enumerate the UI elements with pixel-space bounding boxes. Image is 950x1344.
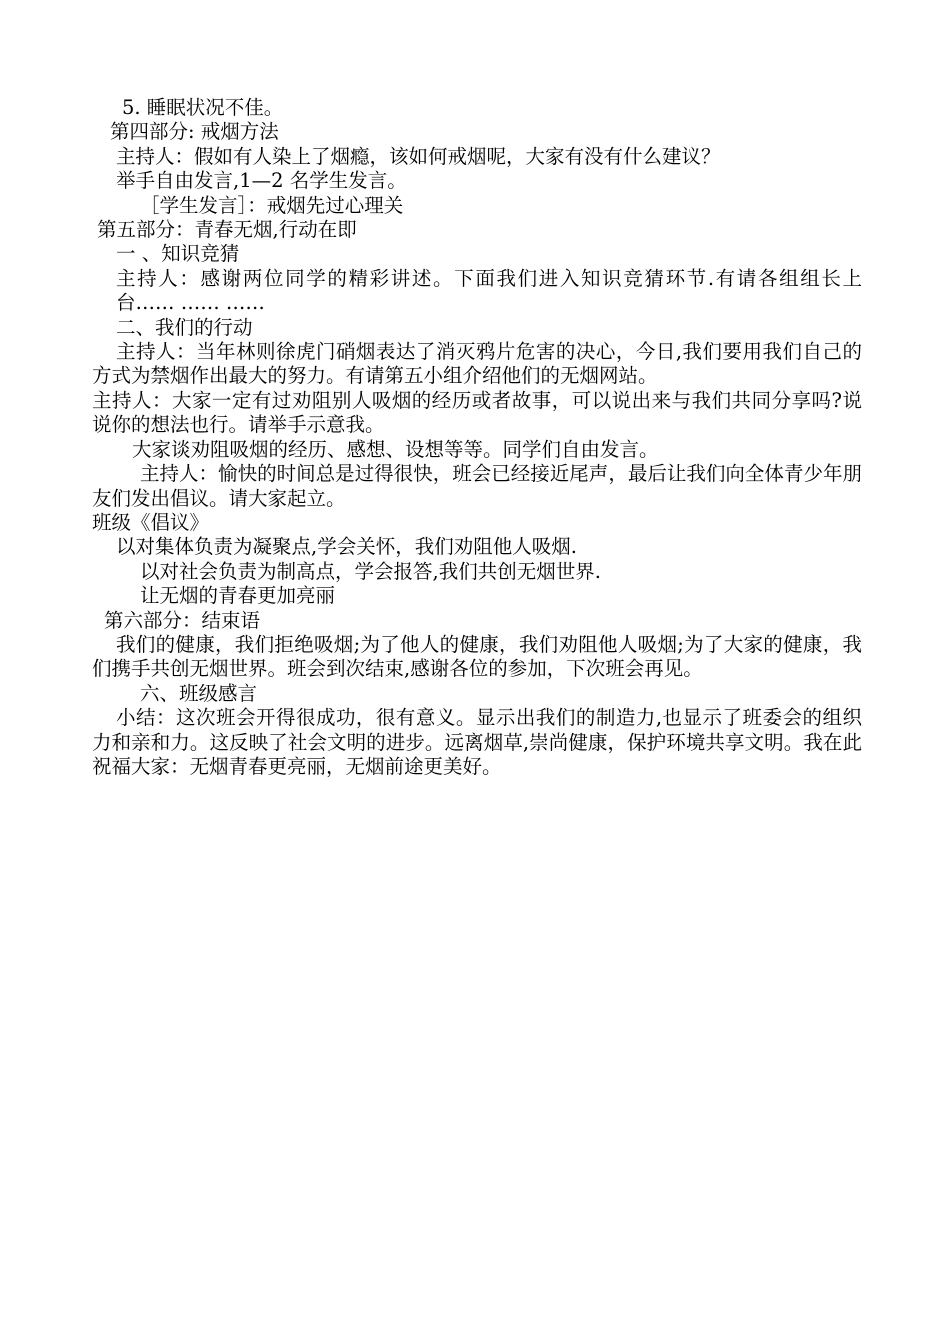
student-speech-line: ［学生发言］：戒烟先过心理关	[140, 193, 404, 217]
proposal-line: 以对社会负责为制高点，学会报答,我们共创无烟世界.	[140, 559, 601, 583]
section-heading-part6: 第六部分：结束语	[104, 608, 261, 632]
subheading-reflection: 六、班级感言	[140, 681, 258, 705]
host-paragraph: 主持人：大家一定有过劝阻别人吸烟的经历或者故事，可以说出来与我们共同分享吗?说说你的想法也行。请举手示意我。	[92, 388, 862, 437]
proposal-heading: 班级《倡议》	[92, 510, 210, 534]
document-body	[92, 96, 862, 779]
host-paragraph: 主持人：假如有人染上了烟瘾，该如何戒烟呢，大家有没有什么建议？	[116, 144, 721, 168]
closing-paragraph: 我们的健康，我们拒绝吸烟;为了他人的健康，我们劝阻他人吸烟;为了大家的健康，我们携手共创无烟世界。班会到次结束,感谢各位的参加，下次班会再见。	[92, 632, 862, 681]
subheading-actions: 二、我们的行动	[116, 315, 253, 339]
subheading-quiz: 一 、知识竞猜	[116, 242, 240, 266]
section-heading-part5: 第五部分：青春无烟,行动在即	[97, 218, 357, 242]
list-item-sleep: 5. 睡眠状况不佳。	[122, 96, 284, 119]
summary-paragraph: 小结：这次班会开得很成功，很有意义。显示出我们的制造力,也显示了班委会的组织力和亲和力。这反映了社会文明的进步。远离烟草,崇尚健康，保护环境共享文明。我在此祝福大家：无烟青春更亮丽，无烟前途更美好。	[92, 706, 862, 778]
host-paragraph: 主持人：感谢两位同学的精彩讲述。下面我们进入知识竞猜环节.有请各组组长上台…… …… ……	[116, 266, 862, 315]
host-paragraph: 主持人：愉快的时间总是过得很快，班会已经接近尾声，最后让我们向全体青少年朋友们发出倡议。请大家起立。	[92, 462, 862, 510]
proposal-line: 让无烟的青春更加亮丽	[140, 584, 336, 608]
host-paragraph: 主持人：当年林则徐虎门硝烟表达了消灭鸦片危害的决心，今日,我们要用我们自己的方式为禁烟作出最大的努力。有请第五小组介绍他们的无烟网站。	[92, 340, 862, 388]
proposal-line: 以对集体负责为凝聚点,学会关怀，我们劝阻他人吸烟.	[116, 535, 577, 559]
paragraph: 举手自由发言,1—2 名学生发言。	[116, 169, 407, 193]
section-heading-part4: 第四部分: 戒烟方法	[110, 120, 279, 144]
paragraph: 大家谈劝阻吸烟的经历、感想、设想等等。同学们自由发言。	[132, 437, 659, 461]
